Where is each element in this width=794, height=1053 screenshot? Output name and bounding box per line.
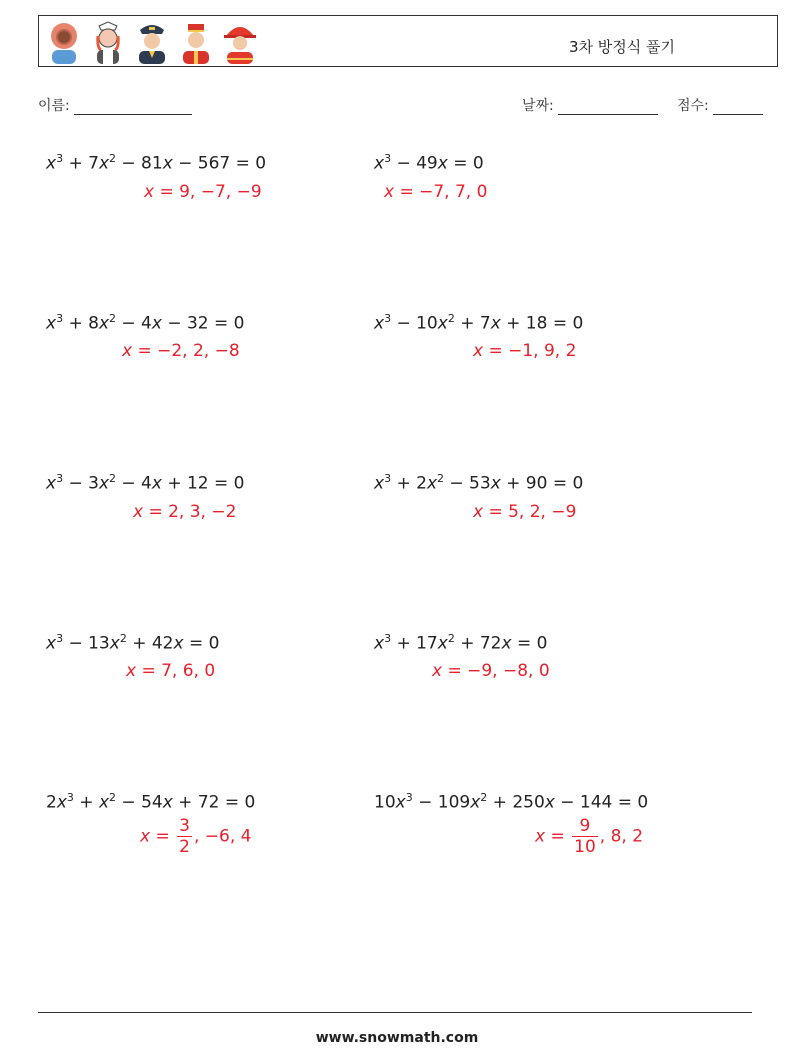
problem-equation: $x^3 + 7x^2 - 81x - 567 = 0$ xyxy=(46,152,267,174)
score-blank[interactable] xyxy=(713,100,763,115)
worksheet-title: 3차 방정식 풀기 xyxy=(569,38,676,56)
doorman-avatar-icon xyxy=(177,20,215,64)
date-blank[interactable] xyxy=(558,100,658,115)
problem-answer: x = 7, 6, 0 xyxy=(126,661,216,681)
date-field xyxy=(522,95,658,115)
firefighter-avatar-icon xyxy=(221,20,259,64)
problem-answer: x = 2, 3, −2 xyxy=(133,502,237,522)
problem-answer: x = −1, 9, 2 xyxy=(473,341,577,361)
name-blank[interactable] xyxy=(74,100,192,115)
score-field xyxy=(677,95,763,115)
problem-equation: $2x^3 + x^2 - 54x + 72 = 0$ xyxy=(46,791,256,813)
name-label: 이름: xyxy=(38,98,70,114)
woman-avatar-icon xyxy=(45,20,83,64)
problem-equation: $x^3 - 13x^2 + 42x = 0$ xyxy=(46,632,220,654)
score-label: 점수: xyxy=(677,98,709,114)
problem-equation: $x^3 - 49x = 0$ xyxy=(374,152,484,174)
problem-equation: $x^3 + 17x^2 + 72x = 0$ xyxy=(374,632,548,654)
header-box xyxy=(38,15,778,67)
problem-equation: $x^3 - 3x^2 - 4x + 12 = 0$ xyxy=(46,472,245,494)
problem-answer: x = −9, −8, 0 xyxy=(432,661,550,681)
problem-equation: $x^3 + 2x^2 - 53x + 90 = 0$ xyxy=(374,472,584,494)
name-field xyxy=(38,95,192,115)
problem-answer: x = −7, 7, 0 xyxy=(384,182,488,202)
footer-url[interactable]: www.snowmath.com xyxy=(315,1030,479,1046)
problem-equation: $x^3 + 8x^2 - 4x - 32 = 0$ xyxy=(46,312,245,334)
problem-answer: x = 5, 2, −9 xyxy=(473,502,577,522)
footer-divider xyxy=(38,1012,752,1013)
nurse-avatar-icon xyxy=(89,20,127,64)
problem-answer: x = 9, −7, −9 xyxy=(144,182,262,202)
problem-equation: $x^3 - 10x^2 + 7x + 18 = 0$ xyxy=(374,312,584,334)
pilot-avatar-icon xyxy=(133,20,171,64)
problem-answer: x = $\frac{9}{10}$ , 8, 2 xyxy=(535,816,644,857)
problem-equation: $10x^3 - 109x^2 + 250x - 144 = 0$ xyxy=(374,791,649,813)
date-label: 날짜: xyxy=(522,98,554,114)
problem-answer: x = −2, 2, −8 xyxy=(122,341,240,361)
problem-answer: x = $\frac{3}{2}$ , −6, 4 xyxy=(140,816,252,857)
